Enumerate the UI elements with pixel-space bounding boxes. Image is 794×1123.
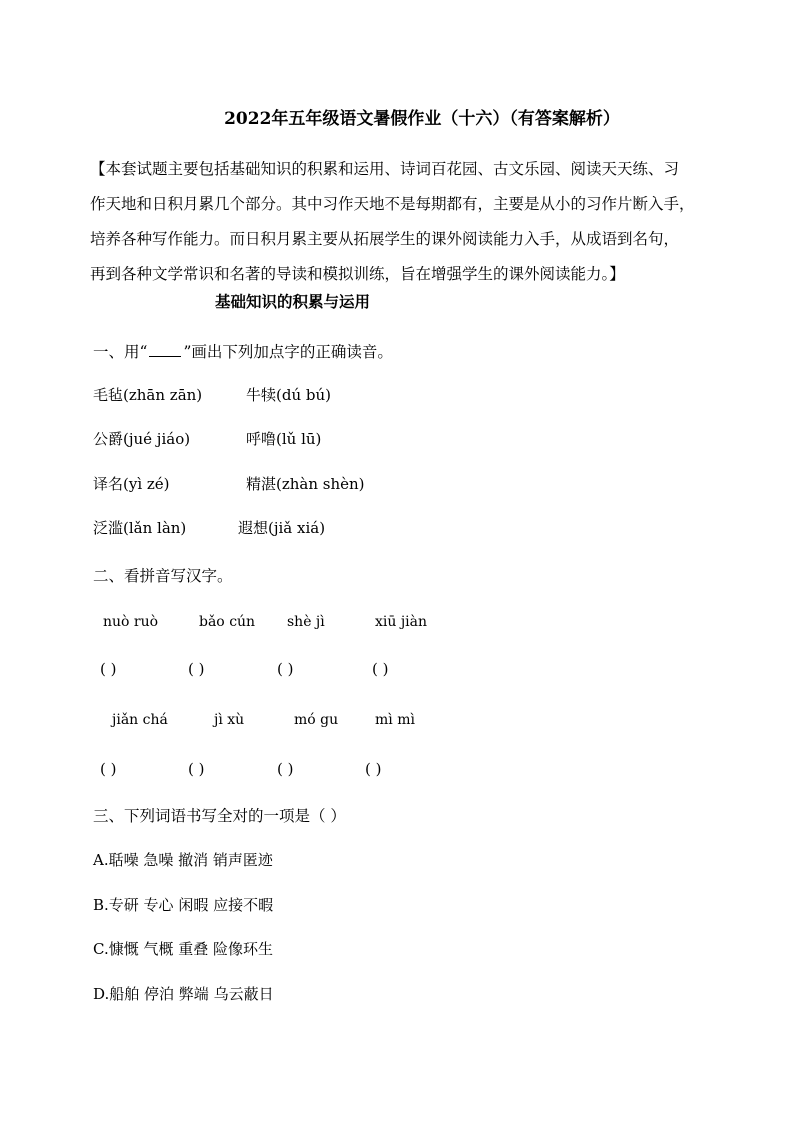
pinyin: shè jì bbox=[287, 614, 325, 630]
option-c[interactable]: C.慷慨 气概 重叠 险像环生 bbox=[93, 940, 274, 958]
intro-line: 再到各种文学常识和名著的导读和模拟训练，旨在增强学生的课外阅读能力。】 bbox=[90, 265, 625, 283]
q1-suffix: ”画出下列加点字的正确读音。 bbox=[183, 343, 393, 361]
q1-item: 译名(yì zé) bbox=[93, 475, 170, 493]
pinyin: nuò ruò bbox=[103, 614, 159, 630]
q1-item: 精湛(zhàn shèn) bbox=[246, 475, 365, 493]
intro-line: 培养各种写作能力。而日积月累主要从拓展学生的课外阅读能力入手，从成语到名句， bbox=[90, 230, 680, 248]
q1-item: 公爵(jué jiáo) bbox=[93, 430, 191, 448]
answer-blank[interactable]: ( ) bbox=[188, 760, 205, 778]
answer-blank[interactable]: ( ) bbox=[372, 660, 389, 678]
option-a[interactable]: A.聒噪 急噪 撤消 销声匿迹 bbox=[93, 851, 273, 869]
q1-prefix: 一、用“ bbox=[93, 343, 148, 361]
underline-blank bbox=[149, 356, 181, 357]
page-title: 2022年五年级语文暑假作业（十六）（有答案解析） bbox=[224, 109, 620, 129]
answer-blank[interactable]: ( ) bbox=[100, 660, 117, 678]
intro-line: 作天地和日积月累几个部分。其中习作天地不是每期都有，主要是从小的习作片断入手， bbox=[90, 195, 695, 213]
q1-item: 毛毡(zhān zān) bbox=[93, 386, 203, 404]
question-3-heading: 三、下列词语书写全对的一项是（ ） bbox=[93, 807, 346, 825]
pinyin: mì mì bbox=[375, 712, 415, 728]
answer-blank[interactable]: ( ) bbox=[277, 760, 294, 778]
pinyin: jì xù bbox=[214, 712, 245, 728]
question-1-heading bbox=[93, 340, 393, 362]
pinyin: xiū jiàn bbox=[375, 614, 428, 630]
answer-blank[interactable]: ( ) bbox=[365, 760, 382, 778]
option-d[interactable]: D.船舶 停泊 弊端 乌云蔽日 bbox=[93, 985, 274, 1003]
q1-item: 遐想(jiǎ xiá) bbox=[238, 519, 326, 537]
pinyin: mó gu bbox=[294, 712, 339, 728]
answer-blank[interactable]: ( ) bbox=[277, 660, 294, 678]
answer-blank[interactable]: ( ) bbox=[100, 760, 117, 778]
answer-blank[interactable]: ( ) bbox=[188, 660, 205, 678]
intro-paragraph bbox=[90, 152, 710, 292]
section-title: 基础知识的积累与运用 bbox=[215, 292, 371, 311]
question-2-heading: 二、看拼音写汉字。 bbox=[93, 567, 233, 585]
pinyin: bǎo cún bbox=[199, 614, 256, 630]
option-b[interactable]: B.专研 专心 闲暇 应接不暇 bbox=[93, 896, 274, 914]
q1-item: 呼噜(lǔ lū) bbox=[246, 430, 322, 448]
pinyin: jiǎn chá bbox=[112, 712, 168, 728]
intro-line: 【本套试题主要包括基础知识的积累和运用、诗词百花园、古文乐园、阅读天天练、习 bbox=[90, 160, 680, 178]
q1-item: 泛滥(lǎn làn) bbox=[93, 519, 187, 537]
q1-item: 牛犊(dú bú) bbox=[246, 386, 331, 404]
